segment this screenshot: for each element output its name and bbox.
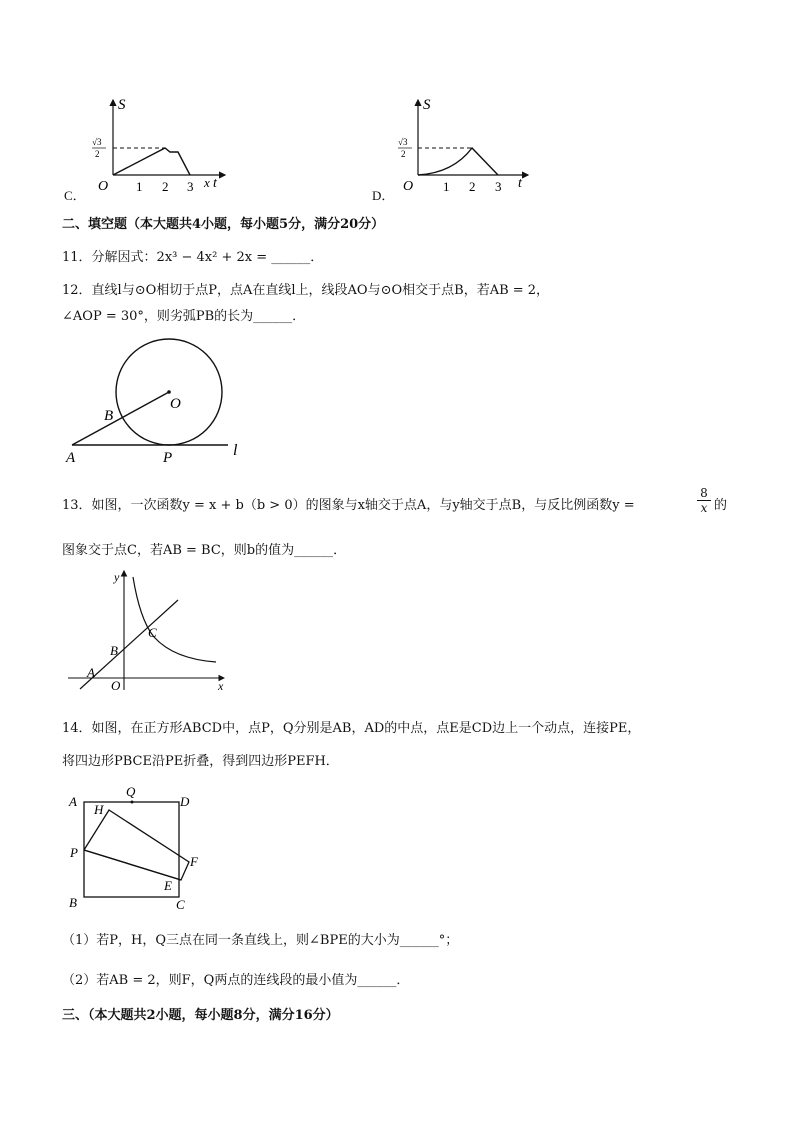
label-l: l: [233, 442, 238, 459]
q12-line2: ∠AOP = 30°，则劣弧PB的长为______．: [62, 309, 306, 324]
tick-3: 3: [495, 179, 502, 194]
option-d-graph: [398, 95, 548, 195]
label-f: F: [190, 854, 198, 869]
q12-figure: [60, 335, 260, 465]
q13-line1: 13．如图，一次函数y = x + b（b > 0）的图象与x轴交于点A，与y轴交于点B，与反比例函数y =: [62, 498, 635, 513]
option-c: [60, 95, 240, 205]
q13-line1-end: 的: [714, 498, 728, 513]
label-b: B: [110, 643, 118, 658]
graph-curve: [113, 148, 190, 175]
segment-ao: [72, 392, 169, 445]
label-o: O: [170, 396, 181, 412]
label-b: B: [69, 895, 77, 910]
q14-line2: 将四边形PBCE沿PE折叠，得到四边形PEFH．: [62, 754, 339, 769]
tick-2: 2: [469, 179, 476, 194]
label-a: A: [87, 665, 95, 680]
axis-s-label: S: [423, 97, 431, 113]
hyperbola: [133, 577, 216, 662]
frac-numerator: 8: [700, 486, 708, 500]
tick-1: 1: [443, 179, 450, 194]
option-d-label: D．: [372, 188, 395, 203]
frac-num: √3: [398, 137, 408, 147]
section3-heading: 三、（本大题共2小题，每小题8分，满分16分）: [62, 1008, 339, 1023]
q14-sub1: （1）若P，H，Q三点在同一条直线上，则∠BPE的大小为______°；: [62, 933, 459, 948]
q11-text: 11．分解因式：2x³ − 4x² + 2x = ______．: [62, 250, 324, 265]
axis-s-label: S: [118, 97, 126, 113]
label-q: Q: [126, 784, 136, 799]
graph-curve: [418, 148, 498, 175]
label-c: C: [148, 625, 157, 640]
q13-figure: [62, 565, 237, 695]
tick-2: 2: [162, 179, 169, 194]
axis-x-extra-label: x: [204, 175, 210, 190]
q14-figure: [62, 780, 212, 910]
q14-line1: 14．如图，在正方形ABCD中，点P，Q分别是AB，AD的中点，点E是CD边上一个动点，连接PE，: [62, 721, 641, 736]
axis-t-label: t: [213, 176, 217, 191]
q13-line2: 图象交于点C，若AB = BC，则b的值为______．: [62, 543, 347, 558]
label-h: H: [94, 802, 104, 817]
label-d: D: [180, 794, 190, 809]
label-e: E: [164, 878, 172, 893]
label-o: O: [111, 678, 121, 693]
segment-pe: [84, 850, 181, 880]
origin-label: O: [98, 179, 109, 194]
frac-den: 2: [95, 149, 100, 159]
frac-denominator: x: [697, 500, 711, 515]
axis-t-label: t: [518, 176, 522, 191]
q12-line1: 12．直线l与⊙O相切于点P，点A在直线l上，线段AO与⊙O相交于点B，若AB = 2，: [62, 283, 550, 298]
folded-pefh: [84, 810, 189, 880]
frac-den: 2: [401, 149, 406, 159]
origin-label: O: [403, 179, 414, 194]
label-p: P: [163, 450, 173, 465]
frac-num: √3: [92, 137, 102, 147]
option-c-label: C．: [64, 188, 86, 203]
option-d: [368, 95, 548, 205]
label-x: x: [218, 679, 224, 693]
label-p: P: [70, 845, 78, 860]
q13-fraction: [697, 486, 711, 515]
section2-heading: 二、填空题（本大题共4小题，每小题5分，满分20分）: [62, 217, 385, 232]
label-a: A: [69, 794, 77, 809]
label-a: A: [66, 450, 76, 465]
tick-3: 3: [187, 179, 194, 194]
q14-sub2: （2）若AB = 2，则F，Q两点的连线段的最小值为______．: [62, 973, 410, 988]
label-b: B: [104, 408, 114, 424]
label-y: y: [114, 570, 120, 584]
tick-1: 1: [136, 179, 143, 194]
option-c-graph: [90, 95, 240, 195]
label-c: C: [176, 897, 185, 910]
